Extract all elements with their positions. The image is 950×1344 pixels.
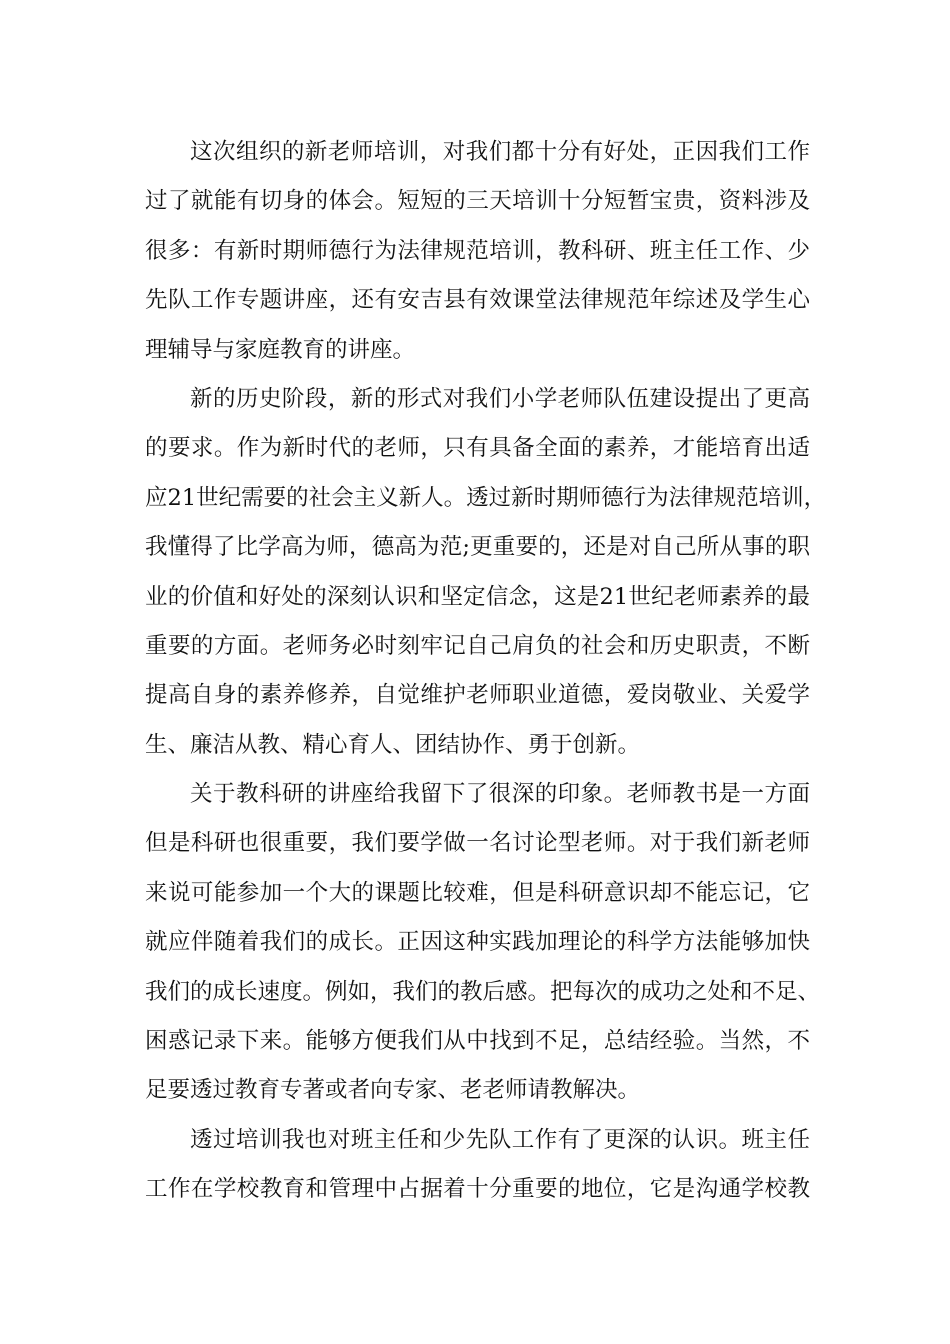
text-line: 先队工作专题讲座，还有安吉县有效课堂法律规范年综述及学生心 xyxy=(145,287,810,314)
paragraph-2 xyxy=(145,375,827,770)
text-line: 但是科研也很重要，我们要学做一名讨论型老师。对于我们新老师 xyxy=(145,830,810,857)
text-line: 透过培训我也对班主任和少先队工作有了更深的认识。班主任 xyxy=(190,1126,810,1153)
paragraph-1 xyxy=(145,128,810,375)
text-line: 业的价值和好处的深刻认识和坚定信念，这是21世纪老师素养的最 xyxy=(145,583,810,610)
text-line: 我们的成长速度。例如，我们的教后感。把每次的成功之处和不足、 xyxy=(145,978,821,1005)
text-line: 提高自身的素养修养，自觉维护老师职业道德，爱岗敬业、关爱学 xyxy=(145,682,810,709)
text-line: 很多：有新时期师德行为法律规范培训，教科研、班主任工作、少 xyxy=(145,237,810,264)
text-line: 生、廉洁从教、精心育人、团结协作、勇于创新。 xyxy=(145,731,641,758)
text-line: 来说可能参加一个大的课题比较难，但是科研意识却不能忘记，它 xyxy=(145,879,810,906)
text-line: 我懂得了比学高为师，德高为范;更重要的，还是对自己所从事的职 xyxy=(145,534,810,561)
text-line: 理辅导与家庭教育的讲座。 xyxy=(145,336,416,363)
text-line: 过了就能有切身的体会。短短的三天培训十分短暂宝贵，资料涉及 xyxy=(145,188,810,215)
text-line: 足要透过教育专著或者向专家、老老师请教解决。 xyxy=(145,1077,641,1104)
text-line: 就应伴随着我们的成长。正因这种实践加理论的科学方法能够加快 xyxy=(145,929,810,956)
text-line: 的要求。作为新时代的老师，只有具备全面的素养，才能培育出适 xyxy=(145,435,810,462)
text-line: 重要的方面。老师务必时刻牢记自己肩负的社会和历史职责，不断 xyxy=(145,632,810,659)
paragraph-3 xyxy=(145,770,821,1116)
text-line: 这次组织的新老师培训，对我们都十分有好处，正因我们工作 xyxy=(190,139,810,165)
text-line: 困惑记录下来。能够方便我们从中找到不足，总结经验。当然，不 xyxy=(145,1028,810,1055)
document-body xyxy=(145,128,827,1215)
text-line: 关于教科研的讲座给我留下了很深的印象。老师教书是一方面 xyxy=(190,781,810,808)
text-line: 新的历史阶段，新的形式对我们小学老师队伍建设提出了更高 xyxy=(190,385,810,412)
text-line: 工作在学校教育和管理中占据着十分重要的地位，它是沟通学校教 xyxy=(145,1176,810,1203)
text-line: 应21世纪需要的社会主义新人。透过新时期师德行为法律规范培训， xyxy=(145,484,827,511)
paragraph-4 xyxy=(145,1116,810,1215)
